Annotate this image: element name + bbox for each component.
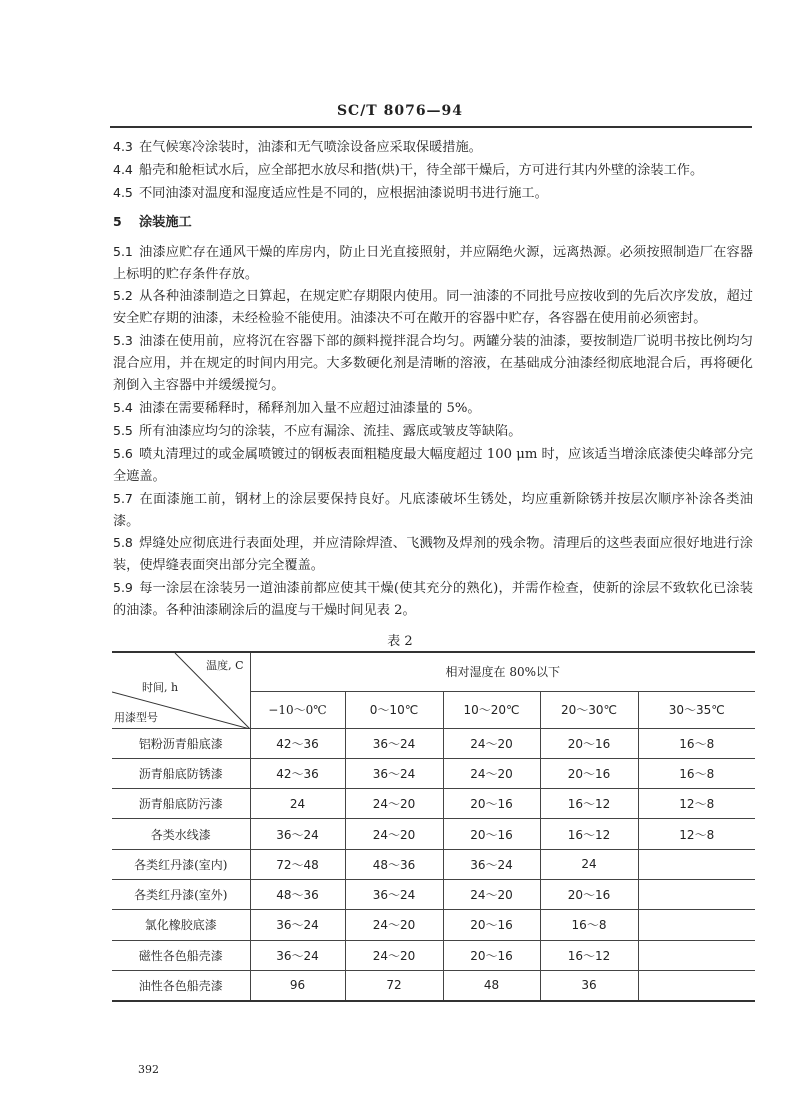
paragraph-4-3 <box>113 136 753 159</box>
drying-time-cell: 72 <box>345 970 443 1000</box>
drying-time-cell: 36～24 <box>443 849 540 879</box>
clause-number: 4.5 <box>113 184 133 200</box>
drying-time-cell: 96 <box>250 970 345 1000</box>
drying-time-cell: 24～20 <box>443 758 540 788</box>
paragraph-5-8 <box>113 532 753 577</box>
clause-text: 焊缝处应彻底进行表面处理，并应清除焊渣、飞溅物及焊剂的残余物。清理后的这些表面应很好地进行涂装，使焊缝表面突出部分完全覆盖。 <box>113 536 753 574</box>
table-row <box>112 728 755 758</box>
clause-number: 5.8 <box>113 535 133 551</box>
paint-type-cell: 各类红丹漆(室外) <box>112 879 250 909</box>
drying-time-cell <box>638 849 755 879</box>
drying-time-cell <box>638 910 755 940</box>
drying-time-cell: 72～48 <box>250 849 345 879</box>
paint-type-cell: 氯化橡胶底漆 <box>112 910 250 940</box>
paragraph-5-9 <box>113 577 753 622</box>
clause-number: 4.3 <box>113 139 133 154</box>
paragraph-5-1 <box>113 241 753 286</box>
drying-time-cell: 16～12 <box>540 819 638 849</box>
drying-time-cell: 20～16 <box>443 819 540 849</box>
paragraph-4-5 <box>113 182 753 205</box>
clause-number: 5.3 <box>113 333 133 349</box>
clause-number: 5.7 <box>113 490 133 506</box>
paragraph-4-4 <box>113 159 753 182</box>
clause-text: 每一涂层在涂装另一道油漆前都应使其干燥(使其充分的熟化)，并需作检查，使新的涂层不致软化已涂装的油漆。各种油漆刷涂后的温度与干燥时间见表 2。 <box>113 581 753 619</box>
drying-time-cell: 48～36 <box>345 849 443 879</box>
table-caption: 表 2 <box>387 634 413 649</box>
paint-type-cell: 各类红丹漆(室内) <box>112 849 250 879</box>
drying-time-cell <box>638 940 755 970</box>
clause-text: 不同油漆对温度和湿度适应性是不同的，应根据油漆说明书进行施工。 <box>139 185 548 201</box>
paragraph-5-7 <box>113 488 753 533</box>
document-body <box>113 136 753 622</box>
table-row <box>112 879 755 909</box>
clause-number: 5.1 <box>113 243 133 259</box>
column-header: 20～30℃ <box>540 691 638 728</box>
paragraph-5-5 <box>113 420 753 443</box>
drying-time-cell: 36～24 <box>250 940 345 970</box>
drying-time-cell: 20～16 <box>443 940 540 970</box>
time-label: 时间, h <box>142 681 179 694</box>
drying-time-table <box>112 651 755 1002</box>
drying-time-cell: 48 <box>443 970 540 1000</box>
clause-number: 5.2 <box>113 288 133 304</box>
table-row <box>112 758 755 788</box>
drying-time-cell: 16～8 <box>638 728 755 758</box>
drying-time-cell: 20～16 <box>540 879 638 909</box>
drying-time-cell: 48～36 <box>250 879 345 909</box>
paint-type-cell: 油性各色船壳漆 <box>112 970 250 1000</box>
paint-type-label: 用漆型号 <box>114 711 158 724</box>
drying-time-cell: 20～16 <box>540 758 638 788</box>
paint-type-cell: 各类水线漆 <box>112 819 250 849</box>
drying-time-cell: 36～24 <box>345 879 443 909</box>
page-number: 392 <box>138 1063 159 1076</box>
column-header: 0～10℃ <box>345 691 443 728</box>
column-header: −10～0℃ <box>250 691 345 728</box>
drying-time-cell: 42～36 <box>250 758 345 788</box>
clause-text: 油漆在使用前，应将沉在容器下部的颜料搅拌混合均匀。两罐分装的油漆，要按制造厂说明书按比例均匀混合应用，并在规定的时间内用完。大多数硬化剂是清晰的溶液，在基础成分油漆经彻底地混合后，再将硬化剂倒入主容器中并缓缓搅匀。 <box>113 334 753 394</box>
paragraph-5-4 <box>113 397 753 420</box>
drying-time-cell: 36 <box>540 970 638 1000</box>
drying-time-cell: 24～20 <box>443 879 540 909</box>
paint-type-cell: 铝粉沥青船底漆 <box>112 728 250 758</box>
corner-header-cell <box>112 652 250 728</box>
drying-time-cell: 16～12 <box>540 789 638 819</box>
humidity-group-header: 相对湿度在 80%以下 <box>250 652 755 691</box>
clause-text: 从各种油漆制造之日算起，在规定贮存期限内使用。同一油漆的不同批号应按收到的先后次序发放，超过安全贮存期的油漆，未经检验不能使用。油漆决不可在敞开的容器中贮存，各容器在使用前必须密封。 <box>113 289 753 327</box>
clause-number: 5.9 <box>113 580 133 596</box>
table-row <box>112 910 755 940</box>
clause-text: 船壳和舱柜试水后，应全部把水放尽和揩(烘)干，待全部干燥后，方可进行其内外壁的涂装工作。 <box>139 162 704 178</box>
clause-number: 5.6 <box>113 445 133 461</box>
drying-time-cell: 20～16 <box>443 910 540 940</box>
document-header: SC/T 8076—94 <box>336 103 464 119</box>
drying-time-cell: 36～24 <box>345 728 443 758</box>
drying-time-cell <box>638 970 755 1000</box>
table-row <box>112 940 755 970</box>
drying-time-cell: 36～24 <box>345 758 443 788</box>
paint-type-cell: 沥青船底防污漆 <box>112 789 250 819</box>
drying-time-cell: 36～24 <box>250 910 345 940</box>
table-row <box>112 789 755 819</box>
paragraph-5-2 <box>113 285 753 330</box>
clause-text: 油漆在需要稀释时，稀释剂加入量不应超过油漆量的 5%。 <box>139 400 481 416</box>
drying-time-cell: 24～20 <box>345 910 443 940</box>
table-row <box>112 819 755 849</box>
section-heading: 5 涂装施工 <box>113 213 192 230</box>
clause-text: 在气候寒冷涂装时，油漆和无气喷涂设备应采取保暖措施。 <box>139 140 482 155</box>
paragraph-5-6 <box>113 443 753 488</box>
drying-time-cell <box>638 879 755 909</box>
drying-time-cell: 12～8 <box>638 789 755 819</box>
drying-time-cell: 24 <box>250 789 345 819</box>
drying-time-cell: 42～36 <box>250 728 345 758</box>
clause-text: 所有油漆应均匀的涂装，不应有漏涂、流挂、露底或皱皮等缺陷。 <box>139 423 522 439</box>
clause-number: 5.5 <box>113 422 133 438</box>
drying-time-cell: 12～8 <box>638 819 755 849</box>
column-header: 10～20℃ <box>443 691 540 728</box>
drying-time-cell: 36～24 <box>250 819 345 849</box>
clause-text: 喷丸清理过的或金属喷镀过的钢板表面粗糙度最大幅度超过 100 μm 时，应该适当增涂底漆使尖峰部分完全遮盖。 <box>113 446 753 484</box>
drying-time-cell: 20～16 <box>540 728 638 758</box>
header-rule <box>110 126 752 128</box>
paint-type-cell: 沥青船底防锈漆 <box>112 758 250 788</box>
drying-time-cell: 16～12 <box>540 940 638 970</box>
column-header: 30～35℃ <box>638 691 755 728</box>
drying-time-cell: 16～8 <box>540 910 638 940</box>
clause-number: 5.4 <box>113 399 133 415</box>
drying-time-cell: 20～16 <box>443 789 540 819</box>
drying-time-cell: 24～20 <box>345 819 443 849</box>
drying-time-cell: 16～8 <box>638 758 755 788</box>
drying-time-cell: 24 <box>540 849 638 879</box>
drying-time-cell: 24～20 <box>345 789 443 819</box>
drying-time-cell: 24～20 <box>345 940 443 970</box>
table-row <box>112 970 755 1000</box>
paragraph-5-3 <box>113 330 753 397</box>
paint-type-cell: 磁性各色船壳漆 <box>112 940 250 970</box>
clause-text: 在面漆施工前，钢材上的涂层要保持良好。凡底漆破坏生锈处，均应重新除锈并按层次顺序补涂各类油漆。 <box>113 491 753 529</box>
clause-number: 4.4 <box>113 161 133 177</box>
clause-text: 油漆应贮存在通风干燥的库房内，防止日光直接照射，并应隔绝火源，远离热源。必须按照制造厂在容器上标明的贮存条件存放。 <box>113 244 753 282</box>
table-row <box>112 849 755 879</box>
temperature-label: 温度, C <box>206 659 244 672</box>
drying-time-cell: 24～20 <box>443 728 540 758</box>
